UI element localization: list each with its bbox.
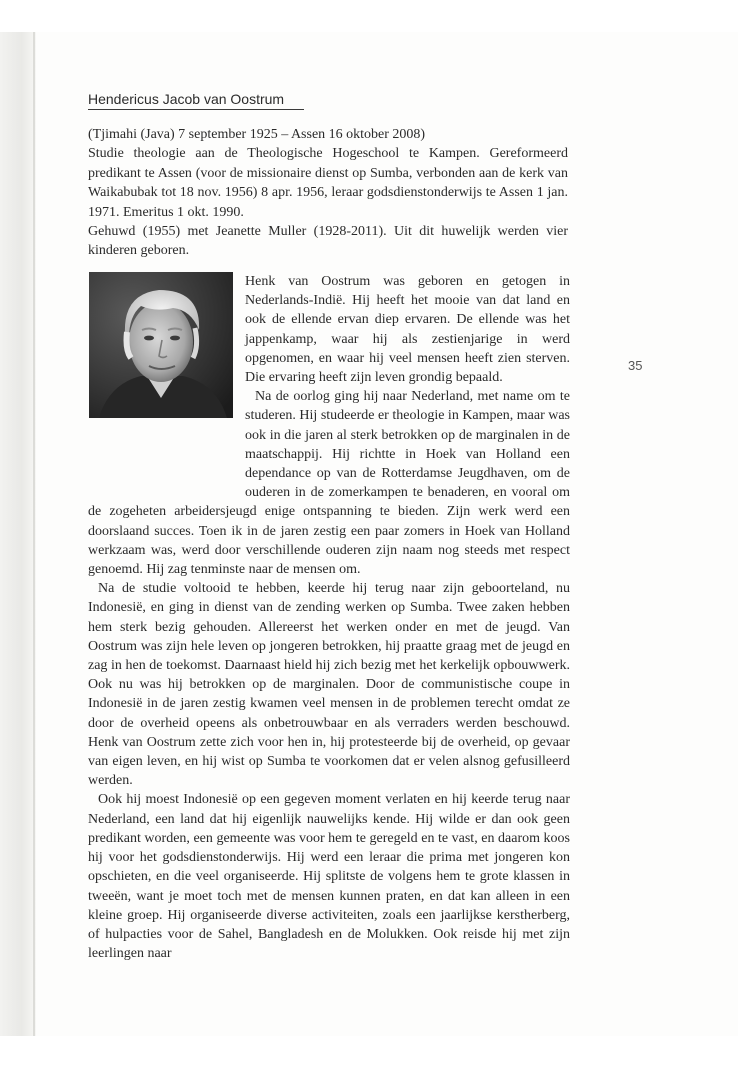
title-underline: [88, 109, 304, 110]
gutter-shadow-line: [33, 32, 35, 1036]
paragraph-4: Ook hij moest Indonesië op een gegeven moment verlaten en hij keerde terug naar Nederland, een land dat hij eigenlijk nauwelijks kende. Hij wilde er dan ook geen predikant worden, een gemeente was voor hem te geregeld en te vast, en daarom koos hij voor het godsdienstonderwijs. Hij werd een leraar die prima met jongeren kon opschieten, en die veel organiseerde. Hij splitste de volgens hem te grote klassen in tweeën, want je moet toch met de mensen kunnen praten, en dat kan alleen in een kleine groep. Hij organiseerde diverse activiteiten, zoals een jaarlijkse kerstherberg, of hulpacties voor de Sahel, Bangladesh en de Molukken. Ook reisde hij met zijn leerlingen naar: [88, 792, 570, 962]
paragraph-1: Henk van Oostrum was geboren en getogen in Nederlands-Indië. Hij heeft het mooie van dat land en ook de ellende ervan diep ervaren. De ellende was het jappenkamp, waar hij als zestienjarige in werd opgenomen, en waar hij veel mensen heeft zien sterven. Die ervaring heeft zijn leven grondig bepaald.: [245, 274, 570, 386]
book-gutter: [0, 32, 36, 1036]
page-number: 35: [628, 358, 643, 373]
photo-float-spacer: [88, 272, 245, 484]
scan-bottom-margin: [0, 1036, 738, 1068]
bio-marriage: Gehuwd (1955) met Jeanette Muller (1928-2011). Uit dit huwelijk werden vier kinderen geboren.: [88, 224, 568, 259]
bio-birth-death: (Tjimahi (Java) 7 september 1925 – Assen 16 oktober 2008): [88, 127, 426, 142]
biographical-details: [88, 125, 568, 261]
paragraph-2: Na de oorlog ging hij naar Nederland, met name om te studeren. Hij studeerde er theologie in Kampen, maar was ook in die jaren al sterk betrokken op de marginalen in de maatschappij. Hij richtte in Hoek van Holland een dependance op van de Rotterdamse Jeugdhaven, om de ouderen in de zomerkampen te benaderen, en vooral om de zogeheten arbeidersjeugd enige ontspanning te bieden. Zijn werk werd een doorslaand succes. Toen ik in de jaren zestig een paar zomers in Hoek van Holland werkzaam was, werd door verschillende ouderen zijn naam nog steeds met respect genoemd. Hij zag tenminste naar de mensen om.: [88, 389, 571, 578]
article-body: [88, 272, 570, 963]
scan-top-margin: [0, 0, 738, 32]
page-title: Hendericus Jacob van Oostrum: [88, 91, 285, 107]
bio-career: Studie theologie aan de Theologische Hogeschool te Kampen. Gereformeerd predikant te Assen (voor de missionaire dienst op Sumba, verbonden aan de kerk van Waikabubak tot 18 nov. 1956) 8 apr. 1956, leraar godsdienstonderwijs te Assen 1 jan. 1971. Emeritus 1 okt. 1990.: [88, 146, 568, 220]
paragraph-3: Na de studie voltooid te hebben, keerde hij terug naar zijn geboorteland, nu Indonesië, en ging in dienst van de zending werken op Sumba. Twee zaken hebben hem sterk bezig gehouden. Allereerst het werken onder en met de jeugd. Van Oostrum was zijn hele leven op jongeren betrokken, hij praatte graag met de jeugd en zag in hen de toekomst. Daarnaast hield hij zich bezig met het kerkelijk opbouwwerk. Ook nu was hij betrokken op de marginalen. Door de communistische coupe in Indonesië in de jaren zestig kwamen veel mensen in de problemen terecht omdat ze door de overheid opeens als onbetrouwbaar en als verraders werden beschouwd. Henk van Oostrum zette zich voor hen in, hij protesteerde bij de overheid, op gevaar van eigen leven, en hij wist op Sumba te voorkomen dat er velen alsnog gefusilleerd werden.: [88, 581, 570, 789]
